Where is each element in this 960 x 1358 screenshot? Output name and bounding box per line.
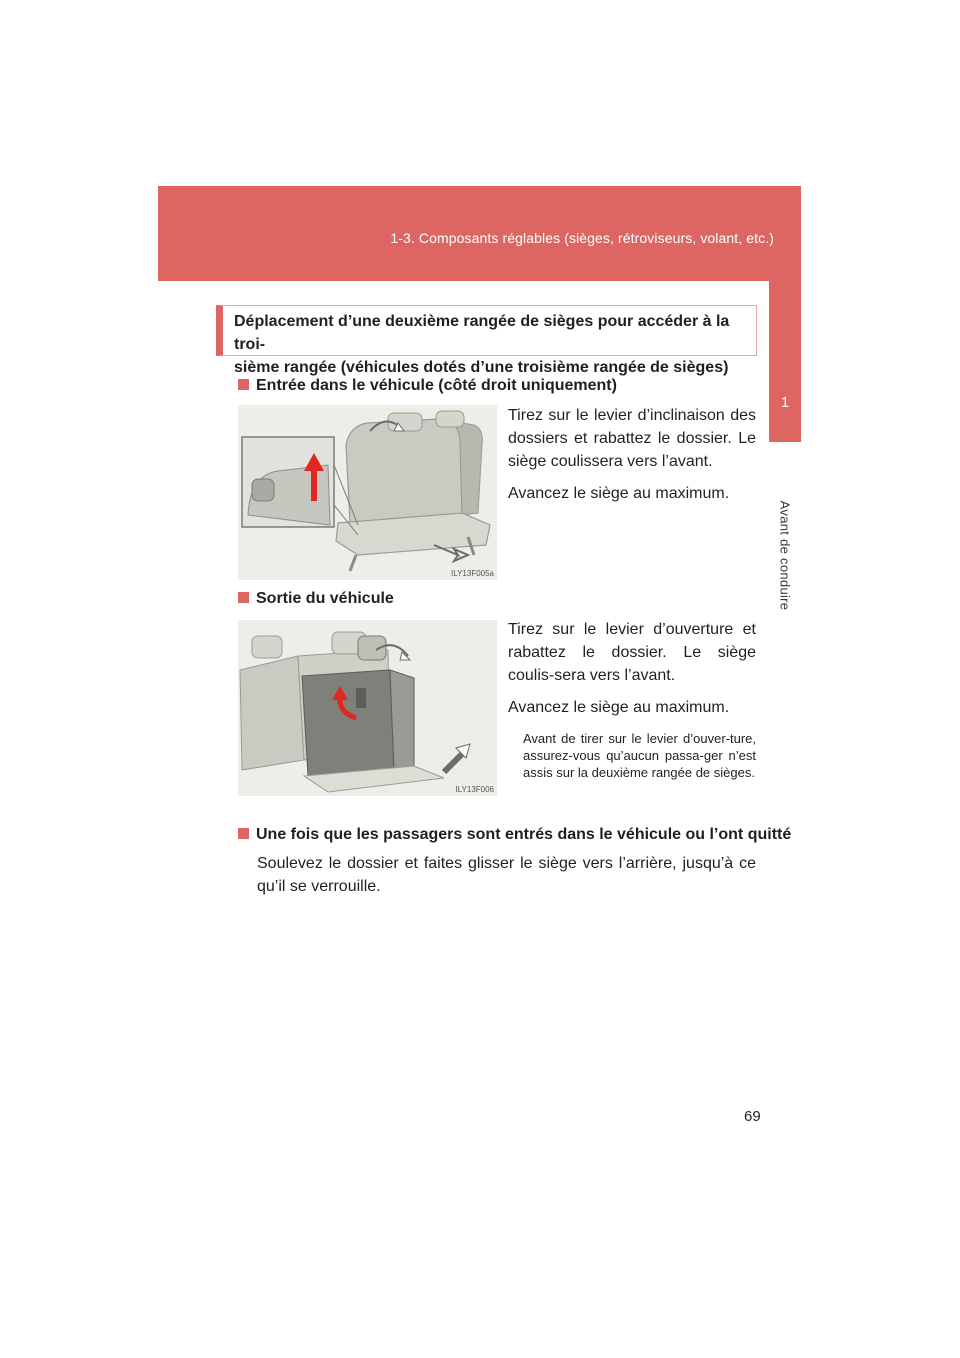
chapter-tab-rule (769, 440, 801, 442)
entry-heading-text: Entrée dans le véhicule (côté droit uniquement) (256, 377, 617, 394)
square-bullet-icon (238, 379, 249, 390)
after-paragraph: Soulevez le dossier et faites glisser le siège vers l’arrière, jusqu’à ce qu’il se verrouille. (257, 855, 756, 895)
figure-code: ILY13F005a (451, 569, 494, 578)
chapter-label: Avant de conduire (777, 500, 793, 610)
square-bullet-icon (238, 828, 249, 839)
seat-folding-figure (238, 620, 497, 796)
section-title-line-2: sième rangée (véhicules dotés d’une troisième rangée de sièges) (234, 359, 729, 376)
section-path: 1-3. Composants réglables (sièges, rétroviseurs, volant, etc.) (390, 230, 774, 246)
seat-fold-illustration (238, 620, 497, 796)
entry-heading (238, 377, 617, 395)
figure-code: ILY13F006 (455, 785, 494, 794)
seat-recline-lever-figure (238, 405, 497, 580)
exit-paragraph-2: Avancez le siège au maximum. (508, 699, 730, 716)
exit-paragraph-1: Tirez sur le levier d’ouverture et rabattez le dossier. Le siège coulis-sera vers l’avant. (508, 621, 756, 684)
exit-note: Avant de tirer sur le levier d’ouver-ture, assurez-vous qu’aucun passa-ger n’est assis sur la deuxième rangée de sièges. (523, 731, 756, 780)
chapter-number: 1 (780, 394, 790, 411)
entry-paragraph-2: Avancez le siège au maximum. (508, 485, 730, 502)
page-number: 69 (744, 1108, 761, 1125)
exit-heading (238, 590, 394, 608)
exit-heading-text: Sortie du véhicule (256, 590, 394, 607)
after-heading-text: Une fois que les passagers sont entrés dans le véhicule ou l’ont quitté (256, 826, 792, 843)
after-heading (238, 826, 791, 844)
chapter-header-band (158, 186, 801, 281)
section-title-box (216, 305, 757, 376)
chapter-tab (769, 280, 801, 440)
seat-lever-illustration (238, 405, 497, 580)
chapter-label-container (770, 500, 800, 610)
square-bullet-icon (238, 592, 249, 603)
section-title-line-1: Déplacement d’une deuxième rangée de sièges pour accéder à la troi- (234, 313, 730, 353)
entry-paragraph-1: Tirez sur le levier d’inclinaison des dossiers et rabattez le dossier. Le siège coulissera vers l’avant. (508, 407, 756, 470)
